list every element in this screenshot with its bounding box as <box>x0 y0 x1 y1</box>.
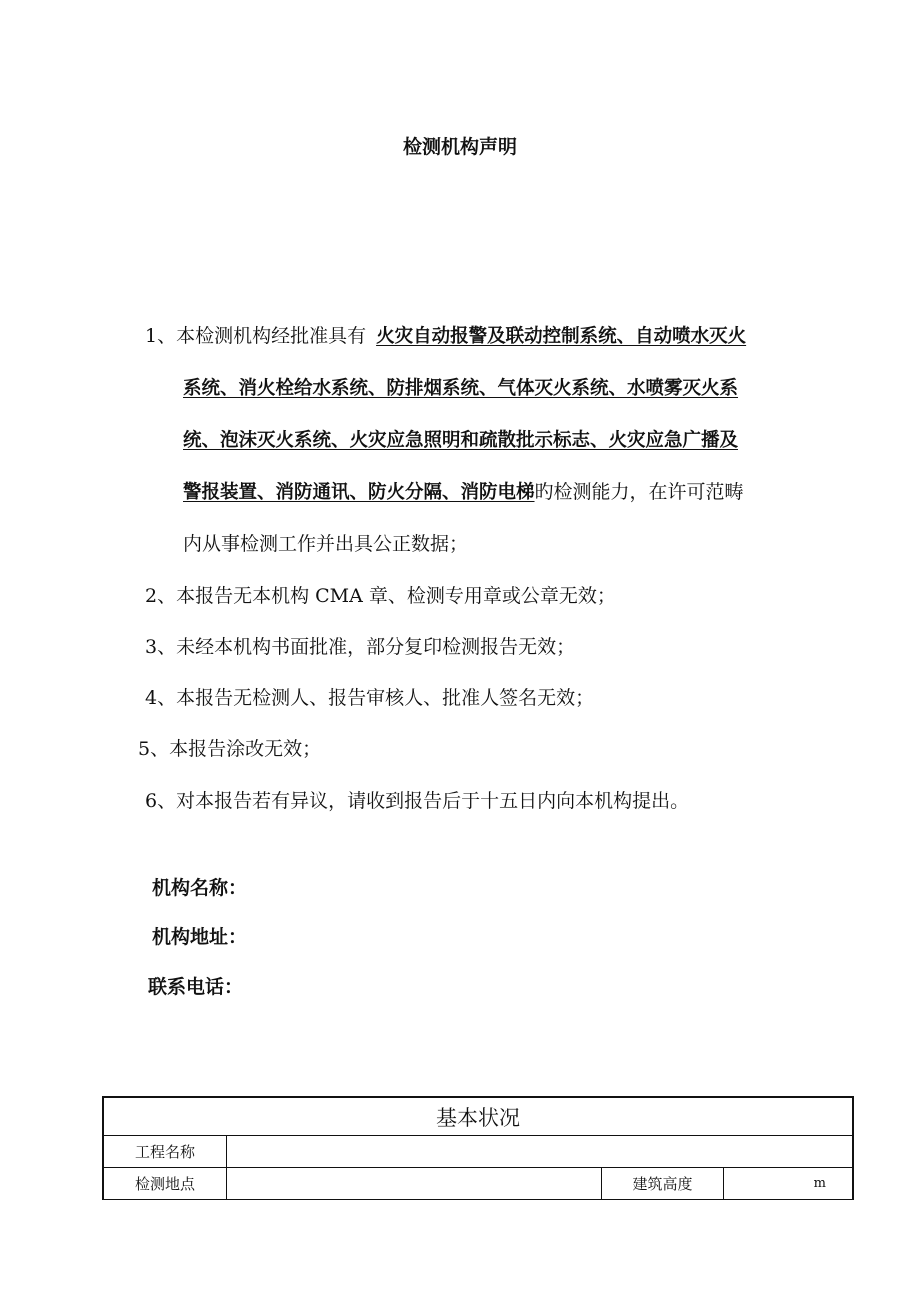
basic-info-table <box>102 1096 854 1200</box>
statement-1-suffix: 旳检测能力，在许可范畴 <box>534 481 744 503</box>
location-label: 检测地点 <box>103 1168 227 1200</box>
statement-1-scope-line3: 统、泡沫灭火系统、火灾应急照明和疏散批示标志、火灾应急广播及 <box>183 430 739 451</box>
institution-address-label: 机构地址： <box>152 926 248 948</box>
statement-1-scope-line1: 火灾自动报警及联动控制系统、自动喷水灭火 <box>376 326 747 347</box>
statement-3: 3、未经本机构书面批准，部分复印检测报告无效； <box>145 636 576 658</box>
statement-1-scope-line2: 系统、消火栓给水系统、防排烟系统、气体灭火系统、水喷雾灭火系 <box>183 378 739 399</box>
statement-1-scope-line4: 警报装置、消防通讯、防火分隔、消防电梯 <box>183 482 535 503</box>
statement-1-line5: 内从事检测工作并出具公正数据； <box>183 533 469 555</box>
statement-1-prefix: 1、本检测机构经批准具有 <box>145 325 367 347</box>
statement-2: 2、本报告无本机构 CMA 章、检测专用章或公章无效； <box>145 585 616 607</box>
location-value[interactable] <box>227 1168 602 1200</box>
height-unit: m <box>813 1176 826 1191</box>
statement-5: 5、本报告涂改无效； <box>138 738 322 760</box>
page-title: 检测机构声明 <box>402 136 517 158</box>
institution-name-label: 机构名称： <box>152 877 248 899</box>
statement-6: 6、对本报告若有异议，请收到报告后于十五日内向本机构提出。 <box>145 790 690 812</box>
basic-info-heading: 基本状况 <box>103 1097 853 1136</box>
project-name-label: 工程名称 <box>103 1136 227 1168</box>
building-height-value[interactable] <box>724 1168 854 1200</box>
building-height-label: 建筑高度 <box>602 1168 724 1200</box>
project-name-value[interactable] <box>227 1136 854 1168</box>
contact-phone-label: 联系电话： <box>148 976 244 998</box>
statement-4: 4、本报告无检测人、报告审核人、批准人签名无效； <box>145 687 595 709</box>
